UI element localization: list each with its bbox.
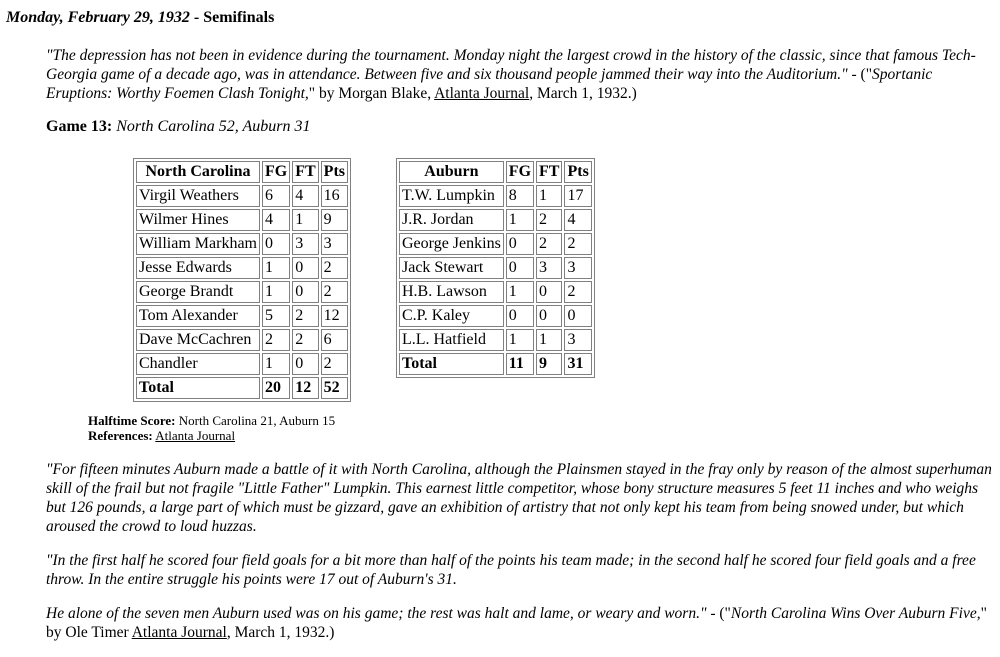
table-row	[399, 329, 592, 351]
halftime-score: North Carolina 21, Auburn 15	[175, 413, 336, 428]
total-free-throws: 12	[292, 377, 318, 399]
table-row	[399, 257, 592, 279]
free-throws: 4	[292, 185, 318, 207]
free-throws: 1	[536, 185, 562, 207]
player-name: J.R. Jordan	[399, 209, 504, 231]
header-fg: FG	[262, 161, 290, 183]
game-date: Monday, February 29, 1932	[6, 9, 190, 26]
table-row	[136, 209, 348, 231]
player-name: George Jenkins	[399, 233, 504, 255]
closing-quote-article-title: North Carolina Wins Over Auburn Five,	[730, 605, 981, 622]
references-link[interactable]: Atlanta Journal	[155, 428, 236, 443]
table-row	[136, 329, 348, 351]
field-goals: 1	[506, 329, 534, 351]
total-free-throws: 9	[536, 353, 562, 375]
field-goals: 4	[262, 209, 290, 231]
table-row	[136, 305, 348, 327]
player-name: Tom Alexander	[136, 305, 260, 327]
free-throws: 2	[536, 233, 562, 255]
field-goals: 1	[262, 257, 290, 279]
total-label: Total	[136, 377, 260, 399]
table-row	[399, 305, 592, 327]
points: 2	[321, 281, 348, 303]
points: 17	[564, 185, 591, 207]
total-label: Total	[399, 353, 504, 375]
points: 9	[321, 209, 348, 231]
header-team: North Carolina	[136, 161, 260, 183]
opening-quote-byline: " by Morgan Blake,	[308, 85, 435, 102]
free-throws: 2	[292, 329, 318, 351]
field-goals: 1	[262, 353, 290, 375]
player-name: H.B. Lawson	[399, 281, 504, 303]
free-throws: 0	[292, 257, 318, 279]
opening-quote-article-title: Sportanic Eruptions: Worthy Foemen Clash Tonight,	[46, 66, 933, 102]
heading-separator: -	[189, 9, 204, 26]
free-throws: 1	[292, 209, 318, 231]
opening-quote-source-link[interactable]: Atlanta Journal	[434, 85, 530, 102]
game-result: North Carolina 52, Auburn 31	[116, 118, 311, 135]
table-row	[399, 185, 592, 207]
auburn-rows	[399, 185, 592, 375]
references-label: References:	[88, 428, 153, 443]
closing-quote-source-link[interactable]: Atlanta Journal	[131, 624, 227, 641]
field-goals: 0	[506, 257, 534, 279]
total-row	[136, 377, 348, 399]
game-meta	[88, 413, 335, 443]
total-field-goals: 11	[506, 353, 534, 375]
total-row	[399, 353, 592, 375]
page-heading	[6, 9, 274, 27]
closing-quote-text-3: He alone of the seven men Auburn used was on his game; the rest was halt and lame, or weary and worn."	[46, 605, 707, 622]
auburn-box-score	[396, 158, 595, 378]
free-throws: 0	[292, 353, 318, 375]
game-title	[46, 118, 310, 136]
closing-quote-paragraph-2	[46, 551, 996, 589]
player-name: L.L. Hatfield	[399, 329, 504, 351]
total-points: 52	[321, 377, 348, 399]
points: 6	[321, 329, 348, 351]
free-throws: 2	[292, 305, 318, 327]
field-goals: 2	[262, 329, 290, 351]
player-name: Chandler	[136, 353, 260, 375]
free-throws: 1	[536, 329, 562, 351]
points: 2	[564, 281, 591, 303]
closing-quote-text-1: "For fifteen minutes Auburn made a battle of it with North Carolina, although the Plainsmen stayed in the fray only by reason of the almost superhuman skill of the frail but not fragile "Little Father" Lumpkin. This earnest little competitor, whose bony structure measures 5 feet 11 inches and who weighs but 126 pounds, a large part of which must be gizzard, gave an exhibition of artistry that not only kept his team from being snowed under, but which aroused the crowd to loud huzzas.	[46, 461, 992, 535]
points: 4	[564, 209, 591, 231]
points: 12	[321, 305, 348, 327]
free-throws: 0	[292, 281, 318, 303]
header-ft: FT	[292, 161, 318, 183]
field-goals: 1	[506, 281, 534, 303]
table-row	[399, 233, 592, 255]
points: 3	[321, 233, 348, 255]
field-goals: 0	[262, 233, 290, 255]
closing-quote-date: , March 1, 1932.)	[226, 624, 335, 641]
field-goals: 5	[262, 305, 290, 327]
points: 16	[321, 185, 348, 207]
closing-quote-paragraph-3	[46, 604, 996, 642]
header-team: Auburn	[399, 161, 504, 183]
points: 2	[564, 233, 591, 255]
unc-rows	[136, 185, 348, 399]
field-goals: 1	[506, 209, 534, 231]
free-throws: 3	[292, 233, 318, 255]
table-row	[136, 185, 348, 207]
points: 2	[321, 257, 348, 279]
field-goals: 8	[506, 185, 534, 207]
player-name: Jesse Edwards	[136, 257, 260, 279]
field-goals: 6	[262, 185, 290, 207]
table-row	[136, 257, 348, 279]
table-header-row	[399, 161, 592, 183]
points: 2	[321, 353, 348, 375]
header-pts: Pts	[564, 161, 591, 183]
table-header-row	[136, 161, 348, 183]
table-row	[399, 209, 592, 231]
closing-quote-attr-prefix: - ("	[706, 605, 731, 622]
opening-quote-date: , March 1, 1932.)	[529, 85, 637, 102]
closing-quote-text-2: "In the first half he scored four field goals for a bit more than half of the points his team made; in the second half he scored four field goals and a free throw. In the entire struggle his points were 17 out of Auburn's 31.	[46, 552, 976, 588]
player-name: William Markham	[136, 233, 260, 255]
player-name: Jack Stewart	[399, 257, 504, 279]
header-fg: FG	[506, 161, 534, 183]
table-row	[136, 281, 348, 303]
closing-quote-byline: " by Ole Timer	[46, 605, 987, 641]
free-throws: 3	[536, 257, 562, 279]
field-goals: 1	[262, 281, 290, 303]
opening-quote-text: "The depression has not been in evidence during the tournament. Monday night the largest crowd in the history of the classic, since that famous Tech-Georgia game of a decade ago, was in attendance. Between five and six thousand people jammed their way into the Auditorium."	[46, 47, 976, 83]
player-name: C.P. Kaley	[399, 305, 504, 327]
points: 0	[564, 305, 591, 327]
total-points: 31	[564, 353, 591, 375]
points: 3	[564, 257, 591, 279]
header-ft: FT	[536, 161, 562, 183]
player-name: Dave McCachren	[136, 329, 260, 351]
free-throws: 0	[536, 281, 562, 303]
closing-quote-paragraph-1	[46, 460, 996, 536]
halftime-label: Halftime Score:	[88, 413, 176, 428]
game-label: Game 13:	[46, 118, 113, 135]
table-row	[136, 353, 348, 375]
field-goals: 0	[506, 305, 534, 327]
free-throws: 2	[536, 209, 562, 231]
player-name: George Brandt	[136, 281, 260, 303]
closing-quote	[46, 460, 996, 657]
round-name: Semifinals	[203, 9, 275, 26]
free-throws: 0	[536, 305, 562, 327]
points: 3	[564, 329, 591, 351]
north-carolina-box-score	[133, 158, 351, 402]
table-row	[136, 233, 348, 255]
field-goals: 0	[506, 233, 534, 255]
total-field-goals: 20	[262, 377, 290, 399]
opening-quote-attr-prefix: - ("	[847, 66, 873, 83]
player-name: T.W. Lumpkin	[399, 185, 504, 207]
player-name: Virgil Weathers	[136, 185, 260, 207]
references-line	[88, 428, 335, 443]
halftime-line	[88, 413, 335, 428]
header-pts: Pts	[321, 161, 348, 183]
table-row	[399, 281, 592, 303]
opening-quote	[46, 46, 996, 103]
player-name: Wilmer Hines	[136, 209, 260, 231]
